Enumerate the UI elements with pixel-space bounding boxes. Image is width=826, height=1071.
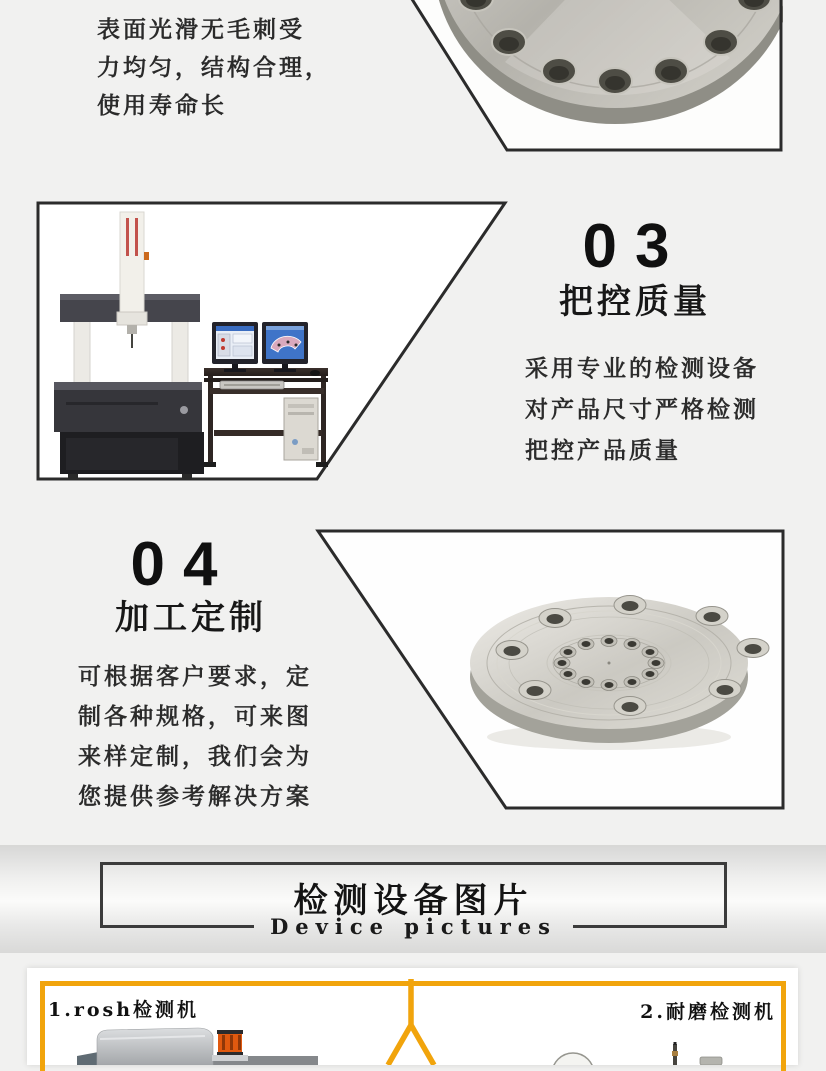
section-body-line: 来样定制，我们会为 <box>78 743 312 769</box>
underline-segment <box>573 925 727 928</box>
device-item-label: 1.rosh检测机 <box>48 999 200 1021</box>
section-body <box>525 348 759 471</box>
section-number: 04 <box>130 530 236 599</box>
beacon-light <box>212 1030 248 1061</box>
section-number: 03 <box>582 212 688 281</box>
section-body-line: 对产品尺寸严格检测 <box>525 396 759 422</box>
device-item-label: 2.耐磨检测机 <box>640 1001 776 1023</box>
gallery-subtitle: Device pictures <box>270 913 557 939</box>
intro-line: 使用寿命长 <box>97 92 227 118</box>
intro-text-block <box>97 10 357 124</box>
section-body-line: 您提供参考解决方案 <box>78 783 312 809</box>
gallery-title-underline <box>100 913 727 939</box>
intro-line: 力均匀，结构合理， <box>97 54 331 80</box>
rosh-tester-photo <box>70 1026 350 1065</box>
cmm-machine-photo <box>32 190 512 490</box>
abrasion-tester-photo <box>540 1042 800 1065</box>
gallery-title-box <box>100 862 727 939</box>
section-body-line: 采用专业的检测设备 <box>525 355 759 381</box>
custom-flange-photo <box>310 523 792 815</box>
section-title: 加工定制 <box>115 599 267 637</box>
section-title: 把控质量 <box>559 283 711 321</box>
underline-segment <box>100 925 254 928</box>
section-body-line: 制各种规格，可来图 <box>78 703 312 729</box>
gallery-title: 检测设备图片 <box>293 882 534 920</box>
section-body-line: 可根据客户要求，定 <box>78 663 312 689</box>
section-body <box>78 656 312 816</box>
section-body-line: 把控产品质量 <box>525 437 681 463</box>
top-flange-photo <box>385 0 785 156</box>
intro-line: 表面光滑无毛刺受 <box>97 16 305 42</box>
metallic-band <box>0 845 826 953</box>
